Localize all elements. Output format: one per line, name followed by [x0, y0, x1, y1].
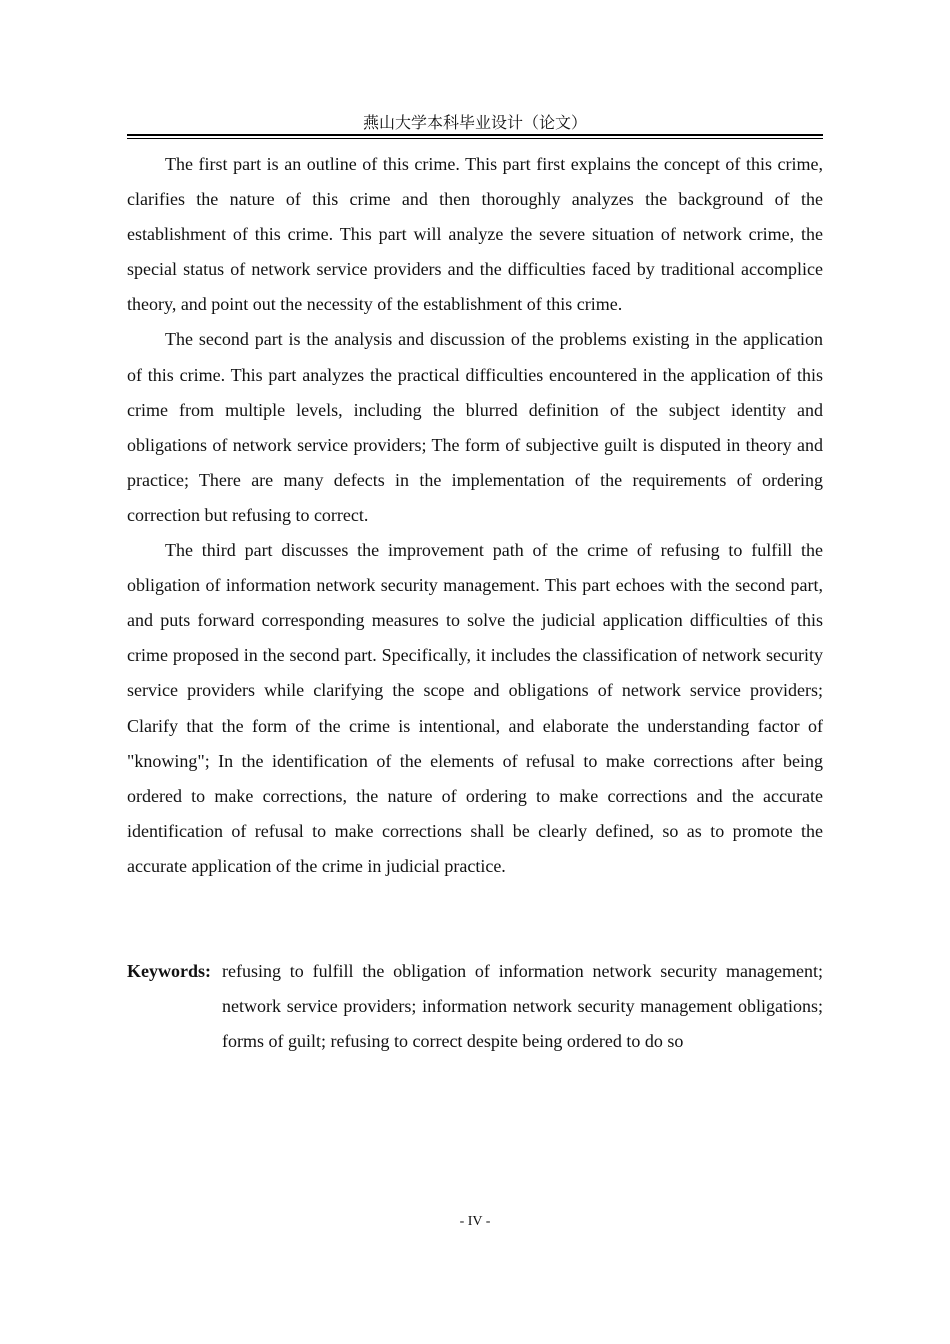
keywords-text: refusing to fulfill the obligation of information network security management; network service providers; information network security management obligations; forms of guilt; refusing to correct despite being ordered to do so: [222, 961, 823, 1052]
paragraph-1: The first part is an outline of this crime. This part first explains the concept of this crime, clarifies the nature of this crime and then thoroughly analyzes the background of the establishment of this crime. This part will analyze the severe situation of network crime, the special status of network service providers and the difficulties faced by traditional accomplice theory, and point out the necessity of the establishment of this crime.: [127, 154, 823, 315]
header-divider-thick: [127, 134, 823, 136]
page-number: - IV -: [459, 1214, 491, 1229]
abstract-body: [127, 147, 823, 884]
paragraph-3: The third part discusses the improvement path of the crime of refusing to fulfill the obligation of information network security management. This part echoes with the second part, and puts forward corresponding measures to solve the judicial application difficulties of this crime proposed in the second part. Specifically, it includes the classification of network security service providers while clarifying the scope and obligations of network service providers; Clarify that the form of the crime is intentional, and elaborate the understanding factor of "knowing"; In the identification of the elements of refusal to make corrections after being ordered to make corrections, the nature of ordering to make corrections and the accurate identification of refusal to make corrections shall be clearly defined, so as to promote the accurate application of the crime in judicial practice.: [127, 540, 823, 876]
keywords-label: Keywords:: [127, 961, 211, 981]
keywords-section: [127, 954, 823, 1059]
paragraph-2: The second part is the analysis and discussion of the problems existing in the application of this crime. This part analyzes the practical difficulties encountered in the application of this crime from multiple levels, including the blurred definition of the subject identity and obligations of network service providers; The form of subjective guilt is disputed in theory and practice; There are many defects in the implementation of the requirements of ordering correction but refusing to correct.: [127, 329, 823, 525]
header-divider-thin: [127, 138, 823, 139]
page-header-title: 燕山大学本科毕业设计（论文）: [362, 113, 587, 132]
